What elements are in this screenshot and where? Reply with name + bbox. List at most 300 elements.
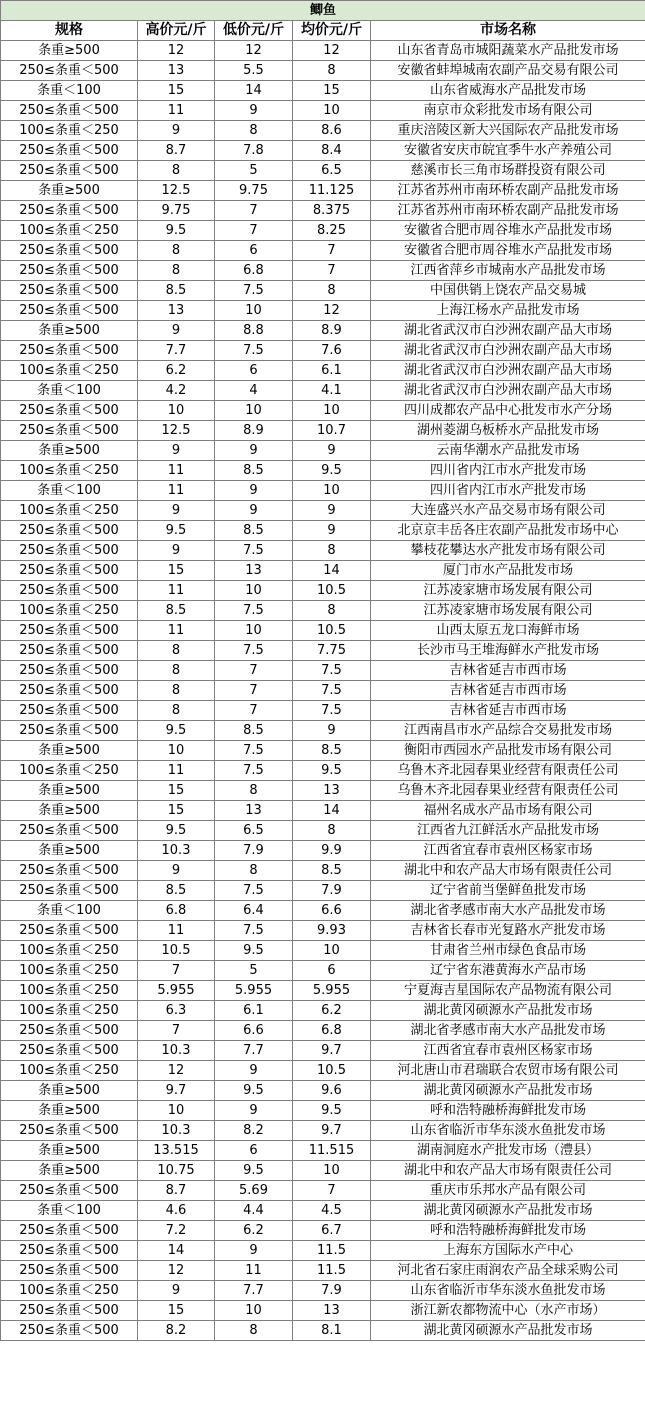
table-row bbox=[1, 341, 645, 361]
spec-cell: 100≤条重＜250 bbox=[1, 961, 138, 981]
market-cell: 大连盛兴水产品交易市场有限公司 bbox=[371, 501, 645, 521]
table-row bbox=[1, 861, 645, 881]
avg-price-cell: 11.5 bbox=[293, 1261, 371, 1281]
high-price-cell: 8 bbox=[138, 681, 215, 701]
high-price-cell: 6.3 bbox=[138, 1001, 215, 1021]
low-price-cell: 7.7 bbox=[215, 1281, 293, 1301]
table-row bbox=[1, 961, 645, 981]
high-price-cell: 14 bbox=[138, 1241, 215, 1261]
market-cell: 江苏省苏州市南环桥农副产品批发市场 bbox=[371, 181, 645, 201]
spec-cell: 250≤条重＜500 bbox=[1, 861, 138, 881]
title-row bbox=[1, 1, 645, 21]
avg-price-cell: 10 bbox=[293, 1161, 371, 1181]
table-row bbox=[1, 1121, 645, 1141]
high-price-cell: 7.2 bbox=[138, 1221, 215, 1241]
market-cell: 湖北黄冈硕源水产品批发市场 bbox=[371, 1001, 645, 1021]
market-cell: 上海东方国际水产中心 bbox=[371, 1241, 645, 1261]
high-price-cell: 12 bbox=[138, 1061, 215, 1081]
market-cell: 江西省宜春市袁州区杨家市场 bbox=[371, 841, 645, 861]
low-price-cell: 7 bbox=[215, 201, 293, 221]
market-cell: 上海江杨水产品批发市场 bbox=[371, 301, 645, 321]
table-row bbox=[1, 661, 645, 681]
spec-cell: 100≤条重＜250 bbox=[1, 1281, 138, 1301]
spec-cell: 条重＜100 bbox=[1, 381, 138, 401]
low-price-cell: 6.4 bbox=[215, 901, 293, 921]
table-row bbox=[1, 101, 645, 121]
avg-price-cell: 8 bbox=[293, 281, 371, 301]
avg-price-cell: 9.7 bbox=[293, 1041, 371, 1061]
market-cell: 辽宁省前当堡鲜鱼批发市场 bbox=[371, 881, 645, 901]
high-price-cell: 10.75 bbox=[138, 1161, 215, 1181]
avg-price-cell: 6 bbox=[293, 961, 371, 981]
low-price-cell: 9 bbox=[215, 481, 293, 501]
avg-price-cell: 7 bbox=[293, 241, 371, 261]
table-row bbox=[1, 281, 645, 301]
avg-price-cell: 9.7 bbox=[293, 1121, 371, 1141]
low-price-cell: 10 bbox=[215, 1301, 293, 1321]
table-row bbox=[1, 681, 645, 701]
high-price-cell: 8.5 bbox=[138, 601, 215, 621]
market-cell: 衡阳市西园水产品批发市场有限公司 bbox=[371, 741, 645, 761]
market-cell: 山东省临沂市华东淡水鱼批发市场 bbox=[371, 1121, 645, 1141]
spec-cell: 100≤条重＜250 bbox=[1, 1001, 138, 1021]
avg-price-cell: 11.125 bbox=[293, 181, 371, 201]
table-row bbox=[1, 561, 645, 581]
high-price-cell: 9.75 bbox=[138, 201, 215, 221]
avg-price-cell: 6.5 bbox=[293, 161, 371, 181]
market-cell: 河北唐山市君瑞联合农贸市场有限公司 bbox=[371, 1061, 645, 1081]
market-cell: 呼和浩特融桥海鲜批发市场 bbox=[371, 1221, 645, 1241]
high-price-cell: 8 bbox=[138, 701, 215, 721]
low-price-cell: 10 bbox=[215, 401, 293, 421]
high-price-cell: 9 bbox=[138, 441, 215, 461]
table-row bbox=[1, 441, 645, 461]
low-price-cell: 7 bbox=[215, 661, 293, 681]
spec-cell: 250≤条重＜500 bbox=[1, 721, 138, 741]
low-price-cell: 6.6 bbox=[215, 1021, 293, 1041]
low-price-cell: 9 bbox=[215, 101, 293, 121]
market-cell: 吉林省延吉市西市场 bbox=[371, 661, 645, 681]
market-cell: 厦门市水产品批发市场 bbox=[371, 561, 645, 581]
table-row bbox=[1, 721, 645, 741]
table-row bbox=[1, 641, 645, 661]
spec-cell: 100≤条重＜250 bbox=[1, 221, 138, 241]
table-row bbox=[1, 1061, 645, 1081]
spec-cell: 条重≥500 bbox=[1, 801, 138, 821]
table-row bbox=[1, 1201, 645, 1221]
low-price-cell: 10 bbox=[215, 621, 293, 641]
low-price-cell: 9.5 bbox=[215, 1161, 293, 1181]
market-cell: 江西省宜春市袁州区杨家市场 bbox=[371, 1041, 645, 1061]
spec-cell: 条重＜100 bbox=[1, 901, 138, 921]
table-row bbox=[1, 421, 645, 441]
table-row bbox=[1, 1141, 645, 1161]
high-price-cell: 7 bbox=[138, 1021, 215, 1041]
high-price-cell: 15 bbox=[138, 1301, 215, 1321]
spec-cell: 250≤条重＜500 bbox=[1, 641, 138, 661]
table-row bbox=[1, 501, 645, 521]
spec-cell: 250≤条重＜500 bbox=[1, 521, 138, 541]
spec-cell: 250≤条重＜500 bbox=[1, 341, 138, 361]
spec-cell: 250≤条重＜500 bbox=[1, 621, 138, 641]
high-price-cell: 8 bbox=[138, 241, 215, 261]
table-row bbox=[1, 81, 645, 101]
market-cell: 山东省威海水产品批发市场 bbox=[371, 81, 645, 101]
high-price-cell: 10 bbox=[138, 401, 215, 421]
market-cell: 四川省内江市水产批发市场 bbox=[371, 481, 645, 501]
table-row bbox=[1, 401, 645, 421]
table-row bbox=[1, 121, 645, 141]
table-row bbox=[1, 1041, 645, 1061]
high-price-cell: 15 bbox=[138, 801, 215, 821]
table-row bbox=[1, 1221, 645, 1241]
low-price-cell: 9 bbox=[215, 441, 293, 461]
high-price-cell: 7.7 bbox=[138, 341, 215, 361]
avg-price-cell: 6.1 bbox=[293, 361, 371, 381]
table-row bbox=[1, 261, 645, 281]
avg-price-cell: 9.5 bbox=[293, 761, 371, 781]
spec-cell: 条重≥500 bbox=[1, 321, 138, 341]
low-price-cell: 8 bbox=[215, 1321, 293, 1341]
avg-price-cell: 9 bbox=[293, 521, 371, 541]
spec-cell: 250≤条重＜500 bbox=[1, 921, 138, 941]
avg-price-cell: 10.5 bbox=[293, 1061, 371, 1081]
high-price-cell: 4.2 bbox=[138, 381, 215, 401]
low-price-cell: 5.69 bbox=[215, 1181, 293, 1201]
table-row bbox=[1, 221, 645, 241]
avg-price-cell: 9.93 bbox=[293, 921, 371, 941]
high-price-cell: 8 bbox=[138, 641, 215, 661]
market-cell: 江西省九江鲜活水产品批发市场 bbox=[371, 821, 645, 841]
column-header-avg-price: 均价元/斤 bbox=[293, 21, 371, 41]
high-price-cell: 8 bbox=[138, 261, 215, 281]
table-row bbox=[1, 161, 645, 181]
avg-price-cell: 9.5 bbox=[293, 1101, 371, 1121]
spec-cell: 250≤条重＜500 bbox=[1, 1041, 138, 1061]
spec-cell: 条重≥500 bbox=[1, 1161, 138, 1181]
table-row bbox=[1, 1101, 645, 1121]
table-row bbox=[1, 921, 645, 941]
low-price-cell: 7.5 bbox=[215, 541, 293, 561]
market-cell: 江苏凌家塘市场发展有限公司 bbox=[371, 601, 645, 621]
spec-cell: 条重＜100 bbox=[1, 1201, 138, 1221]
high-price-cell: 8.2 bbox=[138, 1321, 215, 1341]
spec-cell: 100≤条重＜250 bbox=[1, 1061, 138, 1081]
spec-cell: 条重≥500 bbox=[1, 1141, 138, 1161]
table-row bbox=[1, 801, 645, 821]
high-price-cell: 10.3 bbox=[138, 1041, 215, 1061]
spec-cell: 250≤条重＜500 bbox=[1, 301, 138, 321]
market-cell: 甘肃省兰州市绿色食品市场 bbox=[371, 941, 645, 961]
spec-cell: 条重≥500 bbox=[1, 1081, 138, 1101]
high-price-cell: 11 bbox=[138, 761, 215, 781]
market-cell: 河北省石家庄雨润农产品全球采购公司 bbox=[371, 1261, 645, 1281]
low-price-cell: 5.955 bbox=[215, 981, 293, 1001]
spec-cell: 条重＜100 bbox=[1, 481, 138, 501]
market-cell: 云南华潮水产品批发市场 bbox=[371, 441, 645, 461]
avg-price-cell: 8.1 bbox=[293, 1321, 371, 1341]
market-cell: 湖北省武汉市白沙洲农副产品大市场 bbox=[371, 321, 645, 341]
avg-price-cell: 10 bbox=[293, 481, 371, 501]
market-cell: 辽宁省东港黄海水产品市场 bbox=[371, 961, 645, 981]
market-cell: 中国供销上饶农产品交易城 bbox=[371, 281, 645, 301]
market-cell: 安徽省合肥市周谷堆水产品批发市场 bbox=[371, 221, 645, 241]
avg-price-cell: 10.5 bbox=[293, 581, 371, 601]
market-cell: 福州名成水产品市场有限公司 bbox=[371, 801, 645, 821]
market-cell: 湖北省孝感市南大水产品批发市场 bbox=[371, 901, 645, 921]
high-price-cell: 9 bbox=[138, 1281, 215, 1301]
low-price-cell: 7.5 bbox=[215, 281, 293, 301]
avg-price-cell: 7.75 bbox=[293, 641, 371, 661]
high-price-cell: 11 bbox=[138, 481, 215, 501]
high-price-cell: 13.515 bbox=[138, 1141, 215, 1161]
low-price-cell: 9 bbox=[215, 1101, 293, 1121]
low-price-cell: 5.5 bbox=[215, 61, 293, 81]
low-price-cell: 13 bbox=[215, 561, 293, 581]
table-row bbox=[1, 821, 645, 841]
spec-cell: 100≤条重＜250 bbox=[1, 981, 138, 1001]
low-price-cell: 7.5 bbox=[215, 641, 293, 661]
market-cell: 湖北省武汉市白沙洲农副产品大市场 bbox=[371, 361, 645, 381]
high-price-cell: 10.3 bbox=[138, 841, 215, 861]
table-row bbox=[1, 201, 645, 221]
low-price-cell: 6.2 bbox=[215, 1221, 293, 1241]
market-cell: 湖北黄冈硕源水产品批发市场 bbox=[371, 1321, 645, 1341]
avg-price-cell: 14 bbox=[293, 561, 371, 581]
spec-cell: 250≤条重＜500 bbox=[1, 161, 138, 181]
avg-price-cell: 8.5 bbox=[293, 861, 371, 881]
avg-price-cell: 9.6 bbox=[293, 1081, 371, 1101]
avg-price-cell: 14 bbox=[293, 801, 371, 821]
market-cell: 湖北省武汉市白沙洲农副产品大市场 bbox=[371, 341, 645, 361]
table-row bbox=[1, 141, 645, 161]
spec-cell: 250≤条重＜500 bbox=[1, 61, 138, 81]
column-header-low-price: 低价元/斤 bbox=[215, 21, 293, 41]
spec-cell: 250≤条重＜500 bbox=[1, 541, 138, 561]
avg-price-cell: 9.9 bbox=[293, 841, 371, 861]
spec-cell: 100≤条重＜250 bbox=[1, 121, 138, 141]
high-price-cell: 9.5 bbox=[138, 221, 215, 241]
spec-cell: 100≤条重＜250 bbox=[1, 601, 138, 621]
table-body bbox=[1, 41, 645, 1341]
market-cell: 浙江新农都物流中心（水产市场） bbox=[371, 1301, 645, 1321]
low-price-cell: 5 bbox=[215, 961, 293, 981]
avg-price-cell: 9 bbox=[293, 721, 371, 741]
low-price-cell: 9.5 bbox=[215, 1081, 293, 1101]
high-price-cell: 4.6 bbox=[138, 1201, 215, 1221]
spec-cell: 250≤条重＜500 bbox=[1, 281, 138, 301]
market-cell: 四川省内江市水产批发市场 bbox=[371, 461, 645, 481]
market-cell: 江西南昌市水产品综合交易批发市场 bbox=[371, 721, 645, 741]
spec-cell: 100≤条重＜250 bbox=[1, 941, 138, 961]
avg-price-cell: 10 bbox=[293, 941, 371, 961]
avg-price-cell: 8.375 bbox=[293, 201, 371, 221]
market-cell: 宁夏海吉星国际农产品物流有限公司 bbox=[371, 981, 645, 1001]
table-title: 鲫鱼 bbox=[1, 1, 645, 21]
high-price-cell: 12 bbox=[138, 41, 215, 61]
market-cell: 湖北中和农产品大市场有限责任公司 bbox=[371, 1161, 645, 1181]
market-cell: 湖北黄冈硕源水产品批发市场 bbox=[371, 1081, 645, 1101]
table-row bbox=[1, 1301, 645, 1321]
avg-price-cell: 4.1 bbox=[293, 381, 371, 401]
avg-price-cell: 5.955 bbox=[293, 981, 371, 1001]
table-row bbox=[1, 1181, 645, 1201]
spec-cell: 250≤条重＜500 bbox=[1, 1261, 138, 1281]
avg-price-cell: 15 bbox=[293, 81, 371, 101]
avg-price-cell: 8 bbox=[293, 541, 371, 561]
low-price-cell: 8.9 bbox=[215, 421, 293, 441]
low-price-cell: 9 bbox=[215, 1241, 293, 1261]
table-row bbox=[1, 901, 645, 921]
avg-price-cell: 8.5 bbox=[293, 741, 371, 761]
low-price-cell: 9 bbox=[215, 501, 293, 521]
high-price-cell: 6.8 bbox=[138, 901, 215, 921]
avg-price-cell: 10 bbox=[293, 101, 371, 121]
market-cell: 攀枝花攀达水产批发市场有限公司 bbox=[371, 541, 645, 561]
low-price-cell: 8.8 bbox=[215, 321, 293, 341]
low-price-cell: 8 bbox=[215, 121, 293, 141]
low-price-cell: 6.5 bbox=[215, 821, 293, 841]
low-price-cell: 12 bbox=[215, 41, 293, 61]
market-cell: 重庆涪陵区新大兴国际农产品批发市场 bbox=[371, 121, 645, 141]
spec-cell: 250≤条重＜500 bbox=[1, 681, 138, 701]
table-row bbox=[1, 621, 645, 641]
table-row bbox=[1, 941, 645, 961]
spec-cell: 250≤条重＜500 bbox=[1, 241, 138, 261]
low-price-cell: 7.5 bbox=[215, 761, 293, 781]
avg-price-cell: 7.9 bbox=[293, 881, 371, 901]
table-row bbox=[1, 601, 645, 621]
spec-cell: 250≤条重＜500 bbox=[1, 1181, 138, 1201]
table-row bbox=[1, 541, 645, 561]
spec-cell: 250≤条重＜500 bbox=[1, 701, 138, 721]
avg-price-cell: 6.7 bbox=[293, 1221, 371, 1241]
spec-cell: 250≤条重＜500 bbox=[1, 1241, 138, 1261]
high-price-cell: 12 bbox=[138, 1261, 215, 1281]
spec-cell: 250≤条重＜500 bbox=[1, 101, 138, 121]
market-cell: 安徽省合肥市周谷堆水产品批发市场 bbox=[371, 241, 645, 261]
spec-cell: 250≤条重＜500 bbox=[1, 1321, 138, 1341]
market-cell: 吉林省长春市光复路水产批发市场 bbox=[371, 921, 645, 941]
avg-price-cell: 7.5 bbox=[293, 681, 371, 701]
avg-price-cell: 6.2 bbox=[293, 1001, 371, 1021]
table-row bbox=[1, 481, 645, 501]
high-price-cell: 9 bbox=[138, 501, 215, 521]
market-cell: 山东省青岛市城阳蔬菜水产品批发市场 bbox=[371, 41, 645, 61]
high-price-cell: 12.5 bbox=[138, 421, 215, 441]
high-price-cell: 10.5 bbox=[138, 941, 215, 961]
market-cell: 安徽省安庆市皖宜季牛水产养殖公司 bbox=[371, 141, 645, 161]
low-price-cell: 8 bbox=[215, 781, 293, 801]
table-row bbox=[1, 1161, 645, 1181]
high-price-cell: 11 bbox=[138, 921, 215, 941]
market-cell: 重庆市乐邦水产品有限公司 bbox=[371, 1181, 645, 1201]
low-price-cell: 9.5 bbox=[215, 941, 293, 961]
high-price-cell: 10.3 bbox=[138, 1121, 215, 1141]
high-price-cell: 6.2 bbox=[138, 361, 215, 381]
low-price-cell: 8.2 bbox=[215, 1121, 293, 1141]
spec-cell: 250≤条重＜500 bbox=[1, 201, 138, 221]
table-row bbox=[1, 781, 645, 801]
market-cell: 安徽省蚌埠城南农副产品交易有限公司 bbox=[371, 61, 645, 81]
low-price-cell: 7.8 bbox=[215, 141, 293, 161]
spec-cell: 250≤条重＜500 bbox=[1, 1301, 138, 1321]
avg-price-cell: 9 bbox=[293, 441, 371, 461]
table-row bbox=[1, 1261, 645, 1281]
table-row bbox=[1, 761, 645, 781]
spec-cell: 250≤条重＜500 bbox=[1, 881, 138, 901]
table-row bbox=[1, 741, 645, 761]
market-cell: 江苏省苏州市南环桥农副产品批发市场 bbox=[371, 201, 645, 221]
column-header-spec: 规格 bbox=[1, 21, 138, 41]
low-price-cell: 7.5 bbox=[215, 881, 293, 901]
high-price-cell: 8 bbox=[138, 161, 215, 181]
low-price-cell: 4.4 bbox=[215, 1201, 293, 1221]
market-cell: 江苏凌家塘市场发展有限公司 bbox=[371, 581, 645, 601]
market-cell: 四川成都农产品中心批发市水产分场 bbox=[371, 401, 645, 421]
high-price-cell: 11 bbox=[138, 461, 215, 481]
table-row bbox=[1, 41, 645, 61]
table-row bbox=[1, 521, 645, 541]
low-price-cell: 7.7 bbox=[215, 1041, 293, 1061]
avg-price-cell: 4.5 bbox=[293, 1201, 371, 1221]
spec-cell: 条重≥500 bbox=[1, 1101, 138, 1121]
high-price-cell: 15 bbox=[138, 81, 215, 101]
table-row bbox=[1, 1081, 645, 1101]
low-price-cell: 4 bbox=[215, 381, 293, 401]
high-price-cell: 9.7 bbox=[138, 1081, 215, 1101]
market-cell: 湖北省孝感市南大水产品批发市场 bbox=[371, 1021, 645, 1041]
market-cell: 湖北黄冈硕源水产品批发市场 bbox=[371, 1201, 645, 1221]
spec-cell: 250≤条重＜500 bbox=[1, 1221, 138, 1241]
table-row bbox=[1, 301, 645, 321]
market-cell: 南京市众彩批发市场有限公司 bbox=[371, 101, 645, 121]
high-price-cell: 15 bbox=[138, 781, 215, 801]
high-price-cell: 9 bbox=[138, 541, 215, 561]
high-price-cell: 11 bbox=[138, 581, 215, 601]
market-cell: 吉林省延吉市西市场 bbox=[371, 701, 645, 721]
low-price-cell: 6.8 bbox=[215, 261, 293, 281]
spec-cell: 100≤条重＜250 bbox=[1, 461, 138, 481]
low-price-cell: 7 bbox=[215, 681, 293, 701]
avg-price-cell: 7.9 bbox=[293, 1281, 371, 1301]
avg-price-cell: 12 bbox=[293, 301, 371, 321]
avg-price-cell: 13 bbox=[293, 1301, 371, 1321]
table-row bbox=[1, 581, 645, 601]
low-price-cell: 5 bbox=[215, 161, 293, 181]
spec-cell: 250≤条重＜500 bbox=[1, 141, 138, 161]
table-row bbox=[1, 1001, 645, 1021]
table-row bbox=[1, 61, 645, 81]
low-price-cell: 6 bbox=[215, 1141, 293, 1161]
spec-cell: 250≤条重＜500 bbox=[1, 1021, 138, 1041]
high-price-cell: 9 bbox=[138, 861, 215, 881]
avg-price-cell: 8 bbox=[293, 821, 371, 841]
table-row bbox=[1, 181, 645, 201]
market-cell: 乌鲁木齐北园春果业经营有限责任公司 bbox=[371, 761, 645, 781]
spec-cell: 条重≥500 bbox=[1, 741, 138, 761]
low-price-cell: 11 bbox=[215, 1261, 293, 1281]
table-row bbox=[1, 1241, 645, 1261]
high-price-cell: 8.5 bbox=[138, 881, 215, 901]
avg-price-cell: 8.25 bbox=[293, 221, 371, 241]
avg-price-cell: 8.6 bbox=[293, 121, 371, 141]
high-price-cell: 7 bbox=[138, 961, 215, 981]
table-row bbox=[1, 841, 645, 861]
column-header-market: 市场名称 bbox=[371, 21, 645, 41]
high-price-cell: 8.7 bbox=[138, 141, 215, 161]
high-price-cell: 11 bbox=[138, 621, 215, 641]
